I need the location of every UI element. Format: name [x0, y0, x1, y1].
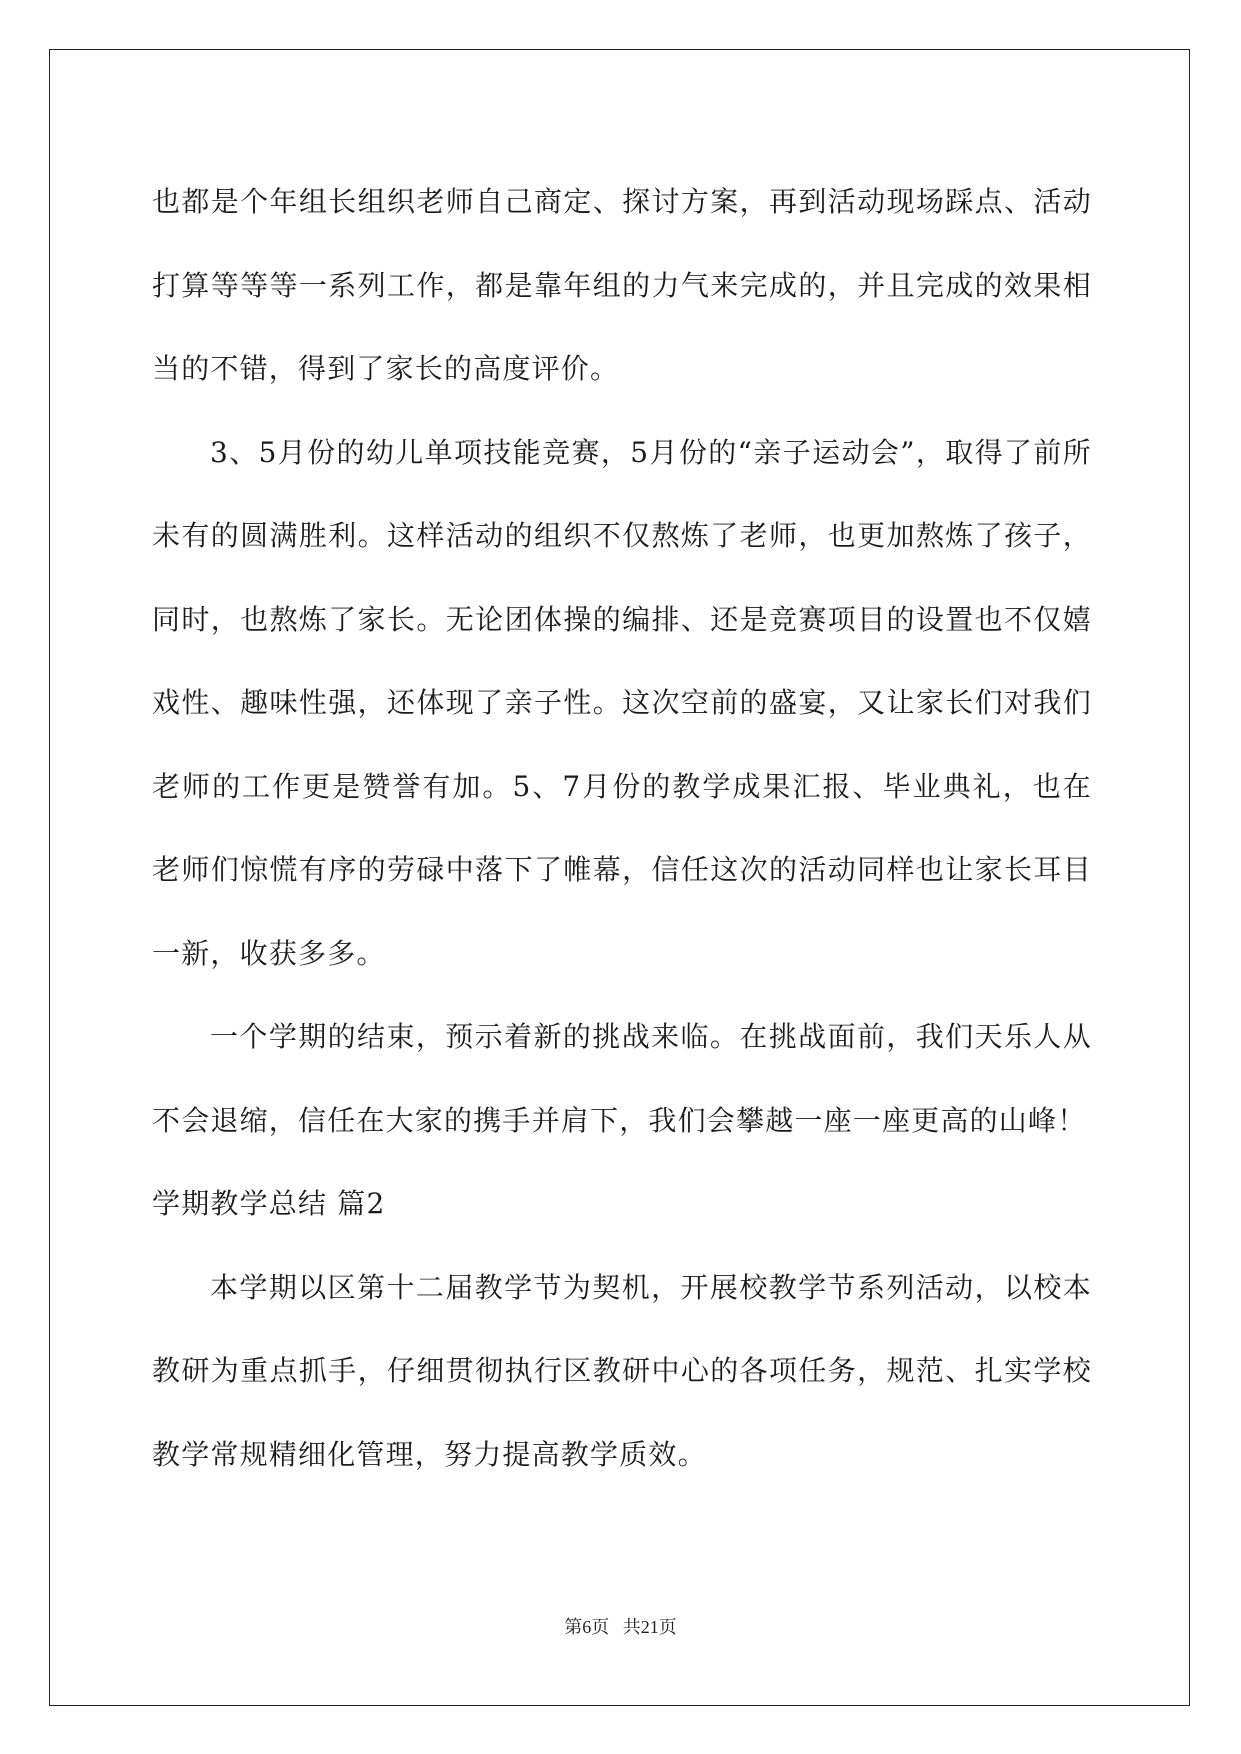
paragraph-3: 一个学期的结束，预示着新的挑战来临。在挑战面前，我们天乐人从不会退缩，信任在大家的携手并肩下，我们会攀越一座一座更高的山峰！ — [152, 1020, 1092, 1137]
section-title: 学期教学总结 篇2 — [152, 1187, 386, 1220]
paragraph-4: 本学期以区第十二届教学节为契机，开展校教学节系列活动，以校本教研为重点抓手，仔细贯彻执行区教研中心的各项任务，规范、扎实学校教学常规精细化管理，努力提高教学质效。 — [152, 1270, 1092, 1471]
page-footer: 第6页 共21页 — [564, 1617, 677, 1637]
paragraph-2: 3、5月份的幼儿单项技能竞赛，5月份的“亲子运动会”，取得了前所未有的圆满胜利。这样活动的组织不仅熬炼了老师，也更加熬炼了孩子，同时，也熬炼了家长。无论团体操的编排、还是竞赛项目的设置也不仅嬉戏性、趣味性强，还体现了亲子性。这次空前的盛宴，又让家长们对我们老师的工作更是赞誉有加。5、7月份的教学成果汇报、毕业典礼，也在老师们惊慌有序的劳碌中落下了帷幕，信任这次的活动同样也让家长耳目一新，收获多多。 — [152, 435, 1092, 970]
paragraph-1: 也都是个年组长组织老师自己商定、探讨方案，再到活动现场踩点、活动打算等等等一系列工作，都是靠年组的力气来完成的，并且完成的效果相当的不错，得到了家长的高度评价。 — [152, 185, 1092, 385]
document-body — [152, 160, 1092, 1496]
